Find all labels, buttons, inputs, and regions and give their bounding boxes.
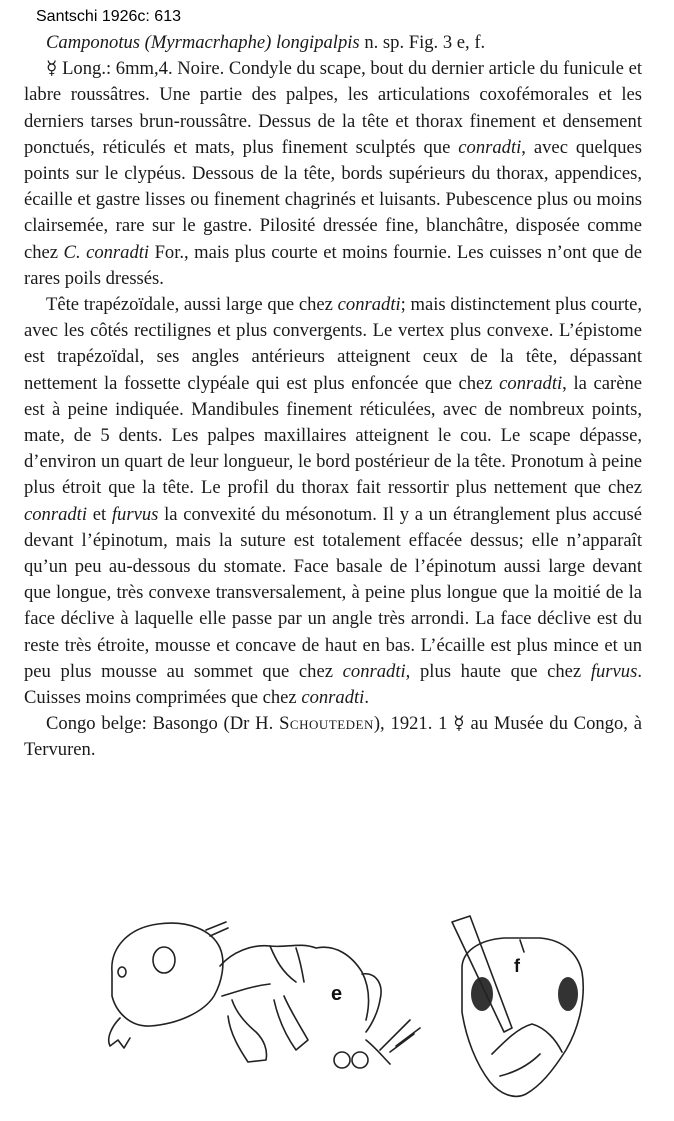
italic-run: furvus xyxy=(111,503,159,525)
italic-run: conradti xyxy=(337,294,401,316)
figure-label-e: e xyxy=(331,983,343,1005)
paragraph-locality xyxy=(24,711,642,763)
figure-panel xyxy=(0,900,674,1121)
italic-run: conradti xyxy=(499,372,563,394)
collector-name: Schouteden xyxy=(279,713,374,735)
text-run: Tête trapézoïdale, aussi large que chez xyxy=(46,294,338,316)
italic-run: conradti xyxy=(301,687,365,709)
italic-run: conradti xyxy=(342,660,406,682)
figure-label-f: f xyxy=(514,956,520,976)
right-eye xyxy=(558,977,578,1011)
text-run: la convexité du mésonotum. Il y a un étranglement plus accusé devant l’épinotum, mais la suture est totalement effacée dessus; elle n’apparaît qu’un peu au-dessous du stomate. Face basale de l’épinotum aussi large devant que longue, très convexe transversalement, à peine plus longue que la moitié de la face déclive à laquelle elle passe par un angle très arrondi. La face déclive est du reste très étroite, mousse et concave de haut en bas. L’écaille est plus mince et un peu plus mousse au sommet que chez xyxy=(24,503,643,682)
italic-run: C. conradti xyxy=(63,241,150,263)
text-run: , la carène est à peine indiquée. Mandibules finement réticulées, avec de nombreux points, mate, de 5 dents. Les palpes maxillaires atteignent le cou. Le scape dépasse, d’environ un quart de leur longueur, le bord postérieur de la tête. Pronotum à peine plus étroit que la tête. Le profil du thorax fait ressortir plus nettement que chez xyxy=(24,372,642,499)
italic-run: conradti xyxy=(458,136,522,158)
italic-run: conradti xyxy=(24,503,88,525)
left-eye xyxy=(471,977,493,1011)
text-run: ), 1921. 1 ☿ au Musée du Congo, à Tervuren. xyxy=(24,713,642,761)
text-run: et xyxy=(87,503,112,525)
paragraph-morphology xyxy=(24,292,642,711)
species-title xyxy=(24,30,642,56)
ant-head-drawing-f xyxy=(452,916,583,1096)
ant-profile-drawing-e xyxy=(109,922,420,1068)
text-run: For., mais plus courte et moins fournie. Les cuisses n’ont que de rares poils dressés. xyxy=(24,241,642,289)
text-run: , plus haute que chez xyxy=(405,660,591,682)
text-run: , avec quelques points sur le clypéus. Dessous de la tête, bords supérieurs du thorax, appendices, écaille et gastre lisses ou finement chagrinés et luisants. Pubescence plus ou moins clairsemée, rare sur le gastre. Pilosité dressée fine, blanchâtre, disposée comme chez xyxy=(24,136,642,263)
taxon-name: Camponotus (Myrmacrhaphe) longipalpis xyxy=(46,32,360,53)
article-body xyxy=(24,30,642,764)
paragraph-description xyxy=(24,56,642,292)
text-run: ☿ Long.: 6mm,4. Noire. Condyle du scape, bout du dernier article du funicule et labre roussâtres. Une partie des palpes, les articulations coxofémorales et les derniers tarses brun-roussâtre. Dessus de la tête et thorax finement et densement ponctués, réticulés et mats, plus finement sculptés que xyxy=(24,58,642,158)
text-run: . xyxy=(364,687,369,709)
title-rest: n. sp. Fig. 3 e, f. xyxy=(359,32,486,53)
text-run: . Cuisses moins comprimées que chez xyxy=(24,660,642,709)
ant-drawings xyxy=(0,900,674,1121)
text-run: Congo belge: Basongo (Dr H. xyxy=(46,713,280,735)
italic-run: furvus xyxy=(590,660,638,682)
text-run: ; mais distinctement plus courte, avec les côtés rectilignes et plus convergents. Le vertex plus convexe. L’épistome est trapézoïdal, ses angles antérieurs atteignent ceux de la tête, dépassant nettement la fossette clypéale qui est plus enfoncée que chez xyxy=(24,294,643,394)
citation-header: Santschi 1926c: 613 xyxy=(36,8,181,25)
